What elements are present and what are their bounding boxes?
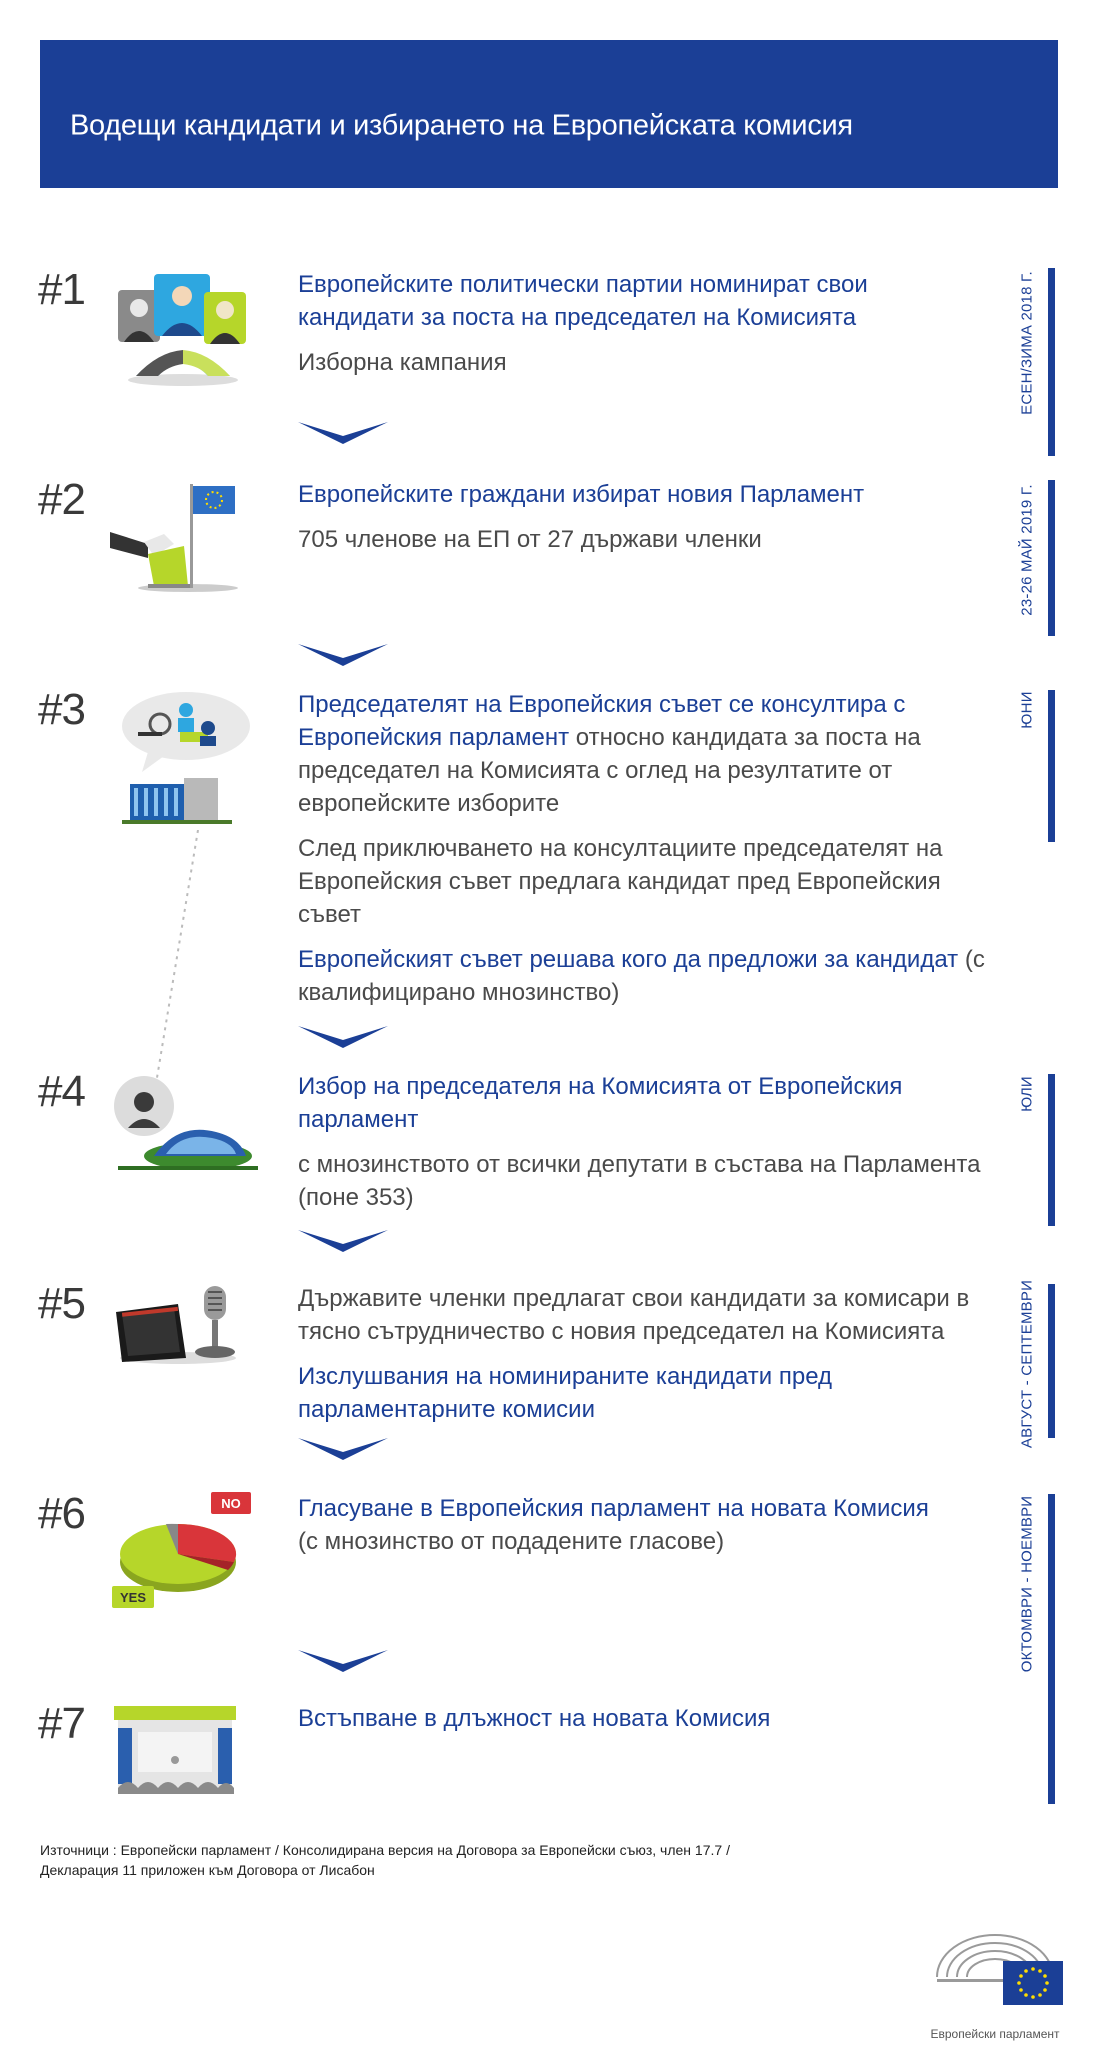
step-number: #2	[38, 475, 85, 524]
parliament-election-icon	[108, 1070, 258, 1190]
chevron-down-icon	[298, 1026, 388, 1048]
step-number: #5	[38, 1279, 85, 1328]
step-text: с мнозинството от всички депутати в състава на Парламента (поне 353)	[298, 1151, 981, 1211]
ballot-flag-icon	[108, 478, 258, 598]
step-content	[298, 268, 988, 391]
step-text: (с мнозинство от подадените гласове)	[298, 1528, 725, 1555]
step-number: #1	[38, 265, 85, 314]
timeline-bar-2	[1048, 480, 1055, 636]
timeline-label-5: АВГУСТ - СЕПТЕМВРИ	[1018, 1279, 1036, 1449]
step-title: Встъпване в длъжност на новата Комисия	[298, 1705, 771, 1732]
timeline-bar-5	[1048, 1284, 1055, 1438]
timeline-label-6: ОКТОМВРИ - НОЕМВРИ	[1018, 1495, 1036, 1673]
step-title: Гласуване в Европейския парламент на новата Комисия	[298, 1495, 929, 1522]
chevron-down-icon	[298, 644, 388, 666]
european-parliament-logo-icon	[925, 1905, 1065, 2020]
step-content	[298, 1282, 988, 1438]
step-number: #3	[38, 685, 85, 734]
header-banner	[40, 40, 1058, 188]
step-number: #7	[38, 1699, 85, 1748]
yes-label: YES	[119, 1590, 147, 1605]
timeline-label-4: ЮЛИ	[1018, 1076, 1036, 1112]
page-title: Водещи кандидати и избирането на Европейската комисия	[70, 109, 853, 142]
step-content	[298, 1702, 988, 1747]
step-title: Изслушвания на номинираните кандидати пред парламентарните комисии	[298, 1363, 833, 1423]
timeline-bar-4	[1048, 1074, 1055, 1226]
step-decision	[298, 943, 988, 1009]
vote-pie-icon	[108, 1492, 258, 1612]
consultation-building-icon	[108, 688, 258, 828]
timeline-label-1: ЕСЕН/ЗИМА 2018 Г.	[1018, 271, 1036, 415]
timeline-bar-1	[1048, 268, 1055, 456]
step-content	[298, 1070, 988, 1226]
step-title: Избор на председателя на Комисията от Европейския парламент	[298, 1073, 903, 1133]
sources-line: Декларация 11 приложен към Договора от Лисабон	[40, 1862, 375, 1878]
step-text: 705 членове на ЕП от 27 държави членки	[298, 526, 762, 553]
candidates-icon	[108, 268, 258, 388]
chevron-down-icon	[298, 1230, 388, 1252]
no-label: NO	[221, 1496, 241, 1511]
step-text: Изборна кампания	[298, 349, 507, 376]
timeline-label-2: 23-26 МАЙ 2019 Г.	[1018, 484, 1036, 616]
step-title: Европейските политически партии номинират свои кандидати за поста на председател на Комисията	[298, 271, 868, 331]
step-decision-rest: (с квалифицирано мнозинство)	[298, 946, 985, 1006]
chevron-down-icon	[298, 1650, 388, 1672]
step-text: След приключването на консултациите председателят на Европейския съвет предлага кандидат пред Европейския съвет	[298, 835, 943, 928]
hearing-microphone-icon	[108, 1282, 258, 1402]
logo-text: Европейски парламент	[930, 2027, 1060, 2041]
step-text: Държавите членки предлагат свои кандидати за комисари в тясно сътрудничество с новия председател на Комисията	[298, 1285, 970, 1345]
step-decision-highlight: Европейският съвет решава кого да предложи за кандидат	[298, 946, 959, 973]
step-number: #4	[38, 1067, 85, 1116]
step-number: #6	[38, 1489, 85, 1538]
timeline-label-3: ЮНИ	[1018, 691, 1036, 729]
sources-note	[40, 1840, 730, 1880]
step-title	[298, 688, 988, 820]
sources-line: Източници : Европейски парламент / Консолидирана версия на Договора за Европейски съюз, член 17.7 /	[40, 1842, 730, 1858]
step-content	[298, 478, 988, 568]
step-title-rest: относно кандидата за поста на председател на Комисията с оглед на резултатите от европейските изборите	[298, 724, 921, 817]
step-content	[298, 688, 988, 1021]
commission-office-icon	[108, 1702, 258, 1822]
timeline-bar-6	[1048, 1494, 1055, 1804]
step-title-highlight: Председателят на Европейския съвет се консултира с Европейския парламент	[298, 691, 906, 751]
step-title: Европейските граждани избират новия Парламент	[298, 481, 865, 508]
chevron-down-icon	[298, 422, 388, 444]
step-content	[298, 1492, 988, 1570]
timeline-bar-3	[1048, 690, 1055, 842]
chevron-down-icon	[298, 1438, 388, 1460]
